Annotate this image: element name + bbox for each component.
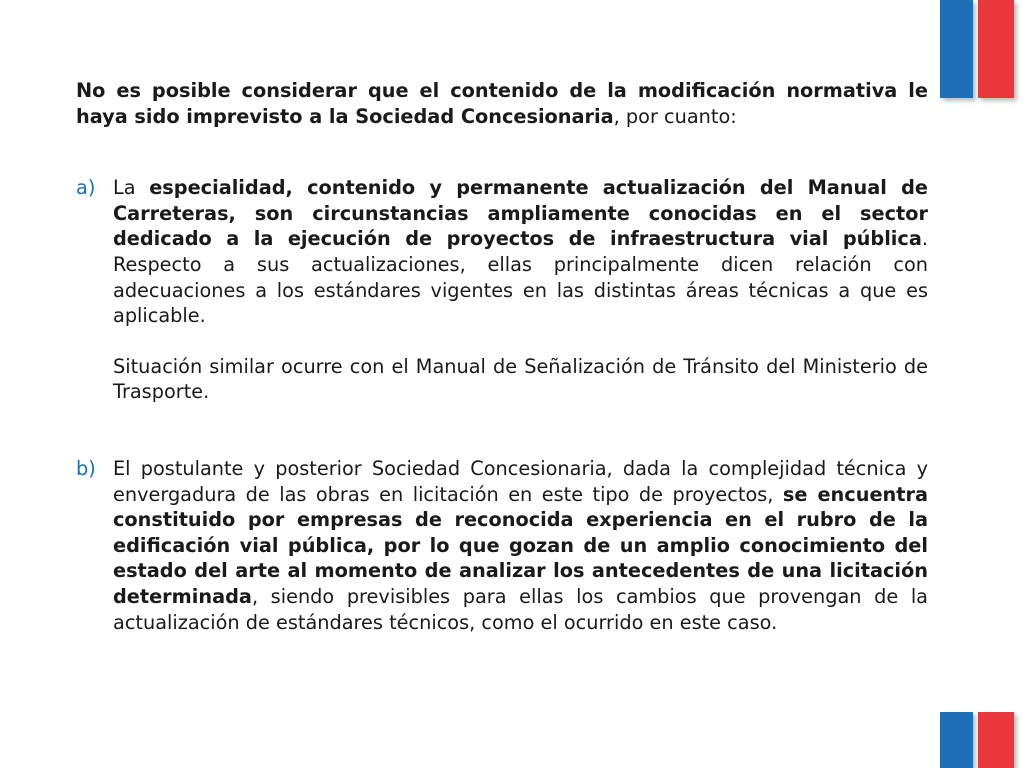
item-bold-text: se encuentra constituido por empresas de reconocida experiencia en el rubro de la edificación vial pública, por lo que gozan de un amplio conocimiento del estado del arte al momento de analizar los antecedentes de una licitación determinada — [113, 482, 928, 608]
flag-red-bar — [978, 712, 1014, 768]
item-paragraph — [113, 456, 928, 635]
list-marker: a) — [76, 176, 96, 200]
item-paragraph — [113, 175, 928, 329]
intro-text: , por cuanto: — [613, 104, 737, 128]
flag-red-bar — [978, 0, 1014, 98]
flag-blue-bar — [940, 0, 973, 98]
intro-bold-text: No es posible considerar que el contenido de la modificación normativa le haya sido imprevisto a la Sociedad Concesionaria — [76, 79, 928, 128]
item-text: El postulante y posterior Sociedad Concesionaria, dada la complejidad técnica y envergadura de las obras en licitación en este tipo de proyectos, — [113, 456, 928, 506]
item-sub-paragraph: Situación similar ocurre con el Manual de Señalización de Tránsito del Ministerio de Trasporte. — [113, 354, 928, 404]
list-item-a — [76, 175, 928, 405]
flag-blue-bar — [940, 712, 973, 768]
list-item-body — [113, 456, 928, 635]
item-text: La — [113, 176, 150, 200]
slide-content — [76, 78, 928, 635]
point-list — [76, 175, 928, 635]
item-bold-text: especialidad, contenido y permanente actualización del Manual de Carreteras, son circunstancias ampliamente conocidas en el sector dedicado a la ejecución de proyectos de infraestructura vial pública — [113, 176, 928, 251]
list-item-body — [113, 175, 928, 405]
list-marker: b) — [76, 456, 96, 480]
intro-paragraph — [76, 78, 928, 129]
flag-decoration-bottom — [940, 712, 1014, 768]
flag-decoration-top — [940, 0, 1014, 98]
item-text: , siendo previsibles para ellas los cambios que provengan de la actualización de estándares técnicos, como el ocurrido en este caso. — [113, 584, 928, 634]
list-item-b — [76, 456, 928, 635]
item-text: . Respecto a sus actualizaciones, ellas principalmente dicen relación con adecuaciones a los estándares vigentes en las distintas áreas técnicas a que es aplicable. — [113, 227, 928, 328]
